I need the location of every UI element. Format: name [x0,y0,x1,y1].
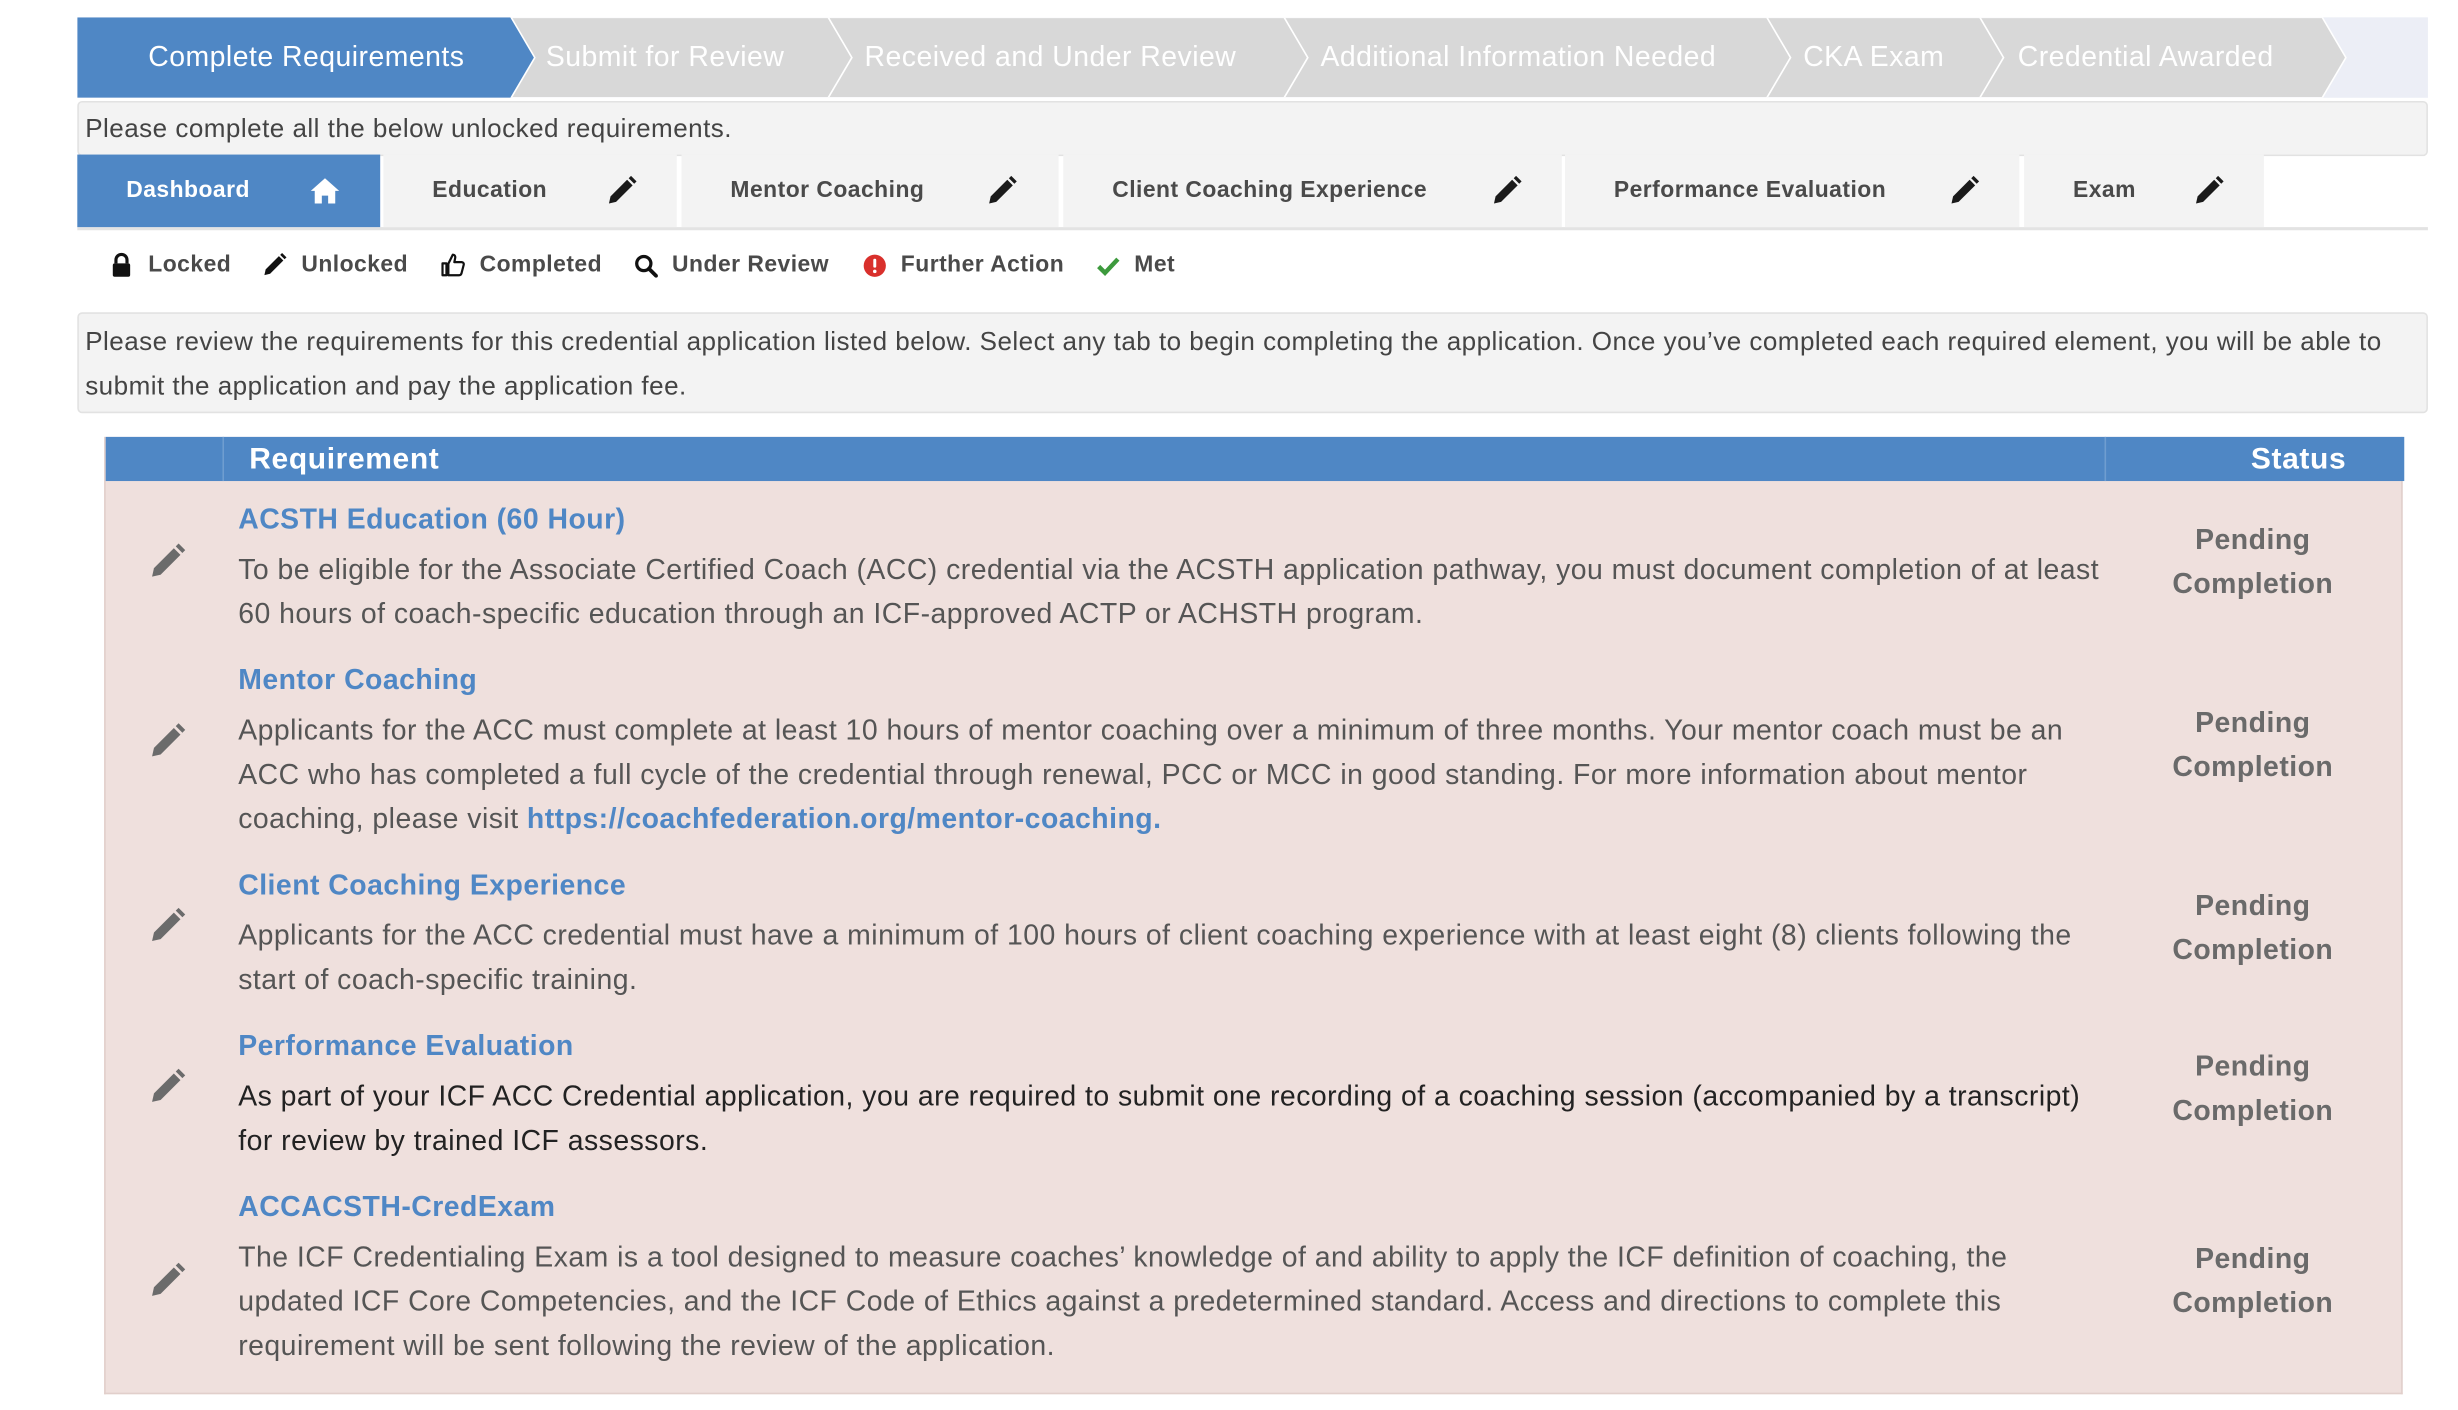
thumbs-up-icon [440,252,465,277]
step-label: Submit for Review [545,41,785,73]
home-icon [309,175,341,207]
legend-label: Unlocked [301,252,409,278]
edit-pencil-icon[interactable] [148,543,186,581]
header-requirement: Requirement [249,443,440,477]
header-divider [2105,437,2107,481]
pencil-icon [1948,175,1980,207]
requirement-title-link[interactable]: Mentor Coaching [238,664,478,696]
step-label: Credential Awarded [2017,41,2274,73]
status-badge [2141,883,2365,971]
requirement-description: Applicants for the ACC credential must have a minimum of 100 hours of client coaching experience with at least eight (8) clients following the start of coach-specific training. [238,919,2072,996]
alert-icon [863,253,887,277]
legend-under-review [634,249,829,281]
header-status: Status [2250,443,2347,477]
header-divider [222,437,224,481]
requirement-description: As part of your ICF ACC Credential application, you are required to submit one recording of a coaching session (accompanied by a transcript) for review by trained ICF assessors. [238,1080,2081,1157]
status-text: Pending [2195,523,2311,556]
progress-steps [77,17,2428,97]
tab-client-coaching-experience[interactable] [1063,155,1562,228]
step-label: CKA Exam [1803,41,1945,73]
legend-label: Completed [479,252,603,278]
edit-pencil-icon[interactable] [148,907,186,945]
checkmark-icon [1096,253,1120,277]
step-label: Additional Information Needed [1320,41,1717,73]
table-row [106,1030,2405,1172]
edit-pencil-icon[interactable] [148,1262,186,1300]
step-label: Received and Under Review [864,41,1237,73]
tab-exam[interactable] [2024,155,2264,228]
edit-pencil-icon[interactable] [148,722,186,760]
tab-label: Exam [2072,178,2136,204]
description-text: Applicants for the ACC must complete at least 10 hours of mentor coaching over a minimum of three months. Your mentor coach must be an ACC who has completed a full cycle of the credential through renewal, PCC or MCC in good standing. For more information about mentor coaching, please visit [238,714,2064,835]
step-cka-exam [1803,17,1944,97]
status-badge [2141,1237,2365,1325]
status-badge [2141,517,2365,605]
requirement-title-link[interactable]: Performance Evaluation [238,1029,574,1062]
lock-icon [109,252,134,277]
step-submit-for-review [546,17,784,97]
step-complete-requirements [148,17,464,97]
legend-further-action [863,249,1064,281]
status-badge [2141,700,2365,788]
table-row [106,664,2405,853]
status-text: Completion [2172,1286,2334,1319]
edit-pencil-icon[interactable] [148,1068,186,1106]
notice-bar [77,101,2428,156]
tab-label: Dashboard [126,178,250,204]
legend-label: Further Action [900,252,1065,278]
tab-mentor-coaching[interactable] [682,155,1059,228]
status-text: Pending [2195,706,2311,739]
intro-text: Please review the requirements for this credential application listed below. Select any tab to begin completing the application. Once you’ve completed each required element, you will be able to submit the application and pay the application fee. [85,328,2382,401]
pencil-icon [2193,175,2225,207]
tab-label: Client Coaching Experience [1112,178,1428,204]
legend-label: Locked [148,252,232,278]
legend-locked [109,249,231,281]
step-credential-awarded [2018,17,2274,97]
tab-education[interactable] [383,155,676,228]
pencil-icon [606,175,638,207]
status-text: Completion [2172,1094,2334,1127]
legend-label: Met [1134,252,1176,278]
table-header [106,437,2405,481]
status-text: Completion [2172,750,2334,783]
legend-unlocked [262,249,408,281]
status-text: Completion [2172,567,2334,600]
search-icon [634,253,658,277]
tab-label: Performance Evaluation [1613,178,1887,204]
intro-box [77,312,2428,413]
status-text: Completion [2172,933,2334,966]
tab-dashboard[interactable] [77,155,380,228]
table-row [106,1191,2405,1380]
requirement-title-link[interactable]: ACCACSTH-CredExam [238,1190,556,1223]
step-additional-info-needed [1320,17,1716,97]
requirement-description: The ICF Credentialing Exam is a tool designed to measure coaches’ knowledge of and ability to apply the ICF definition of coaching, the updated ICF Core Competencies, and the ICF Code of Ethics against a predetermined standard. Access and directions to complete this requirement will be sent following the review of the application. [238,1241,2008,1362]
tab-label: Mentor Coaching [730,178,925,204]
legend-met [1096,249,1175,281]
pencil-icon [1491,175,1523,207]
table-row [106,503,2405,645]
notice-text: Please complete all the below unlocked requirements. [85,115,733,144]
requirement-description: To be eligible for the Associate Certified Coach (ACC) credential via the ACSTH application pathway, you must document completion of at least 60 hours of coach-specific education through an ICF-approved ACTP or ACHSTH program. [238,553,2100,630]
pencil-icon [986,175,1018,207]
requirement-description [238,708,2115,840]
tab-label: Education [432,178,548,204]
status-badge [2141,1044,2365,1132]
status-text: Pending [2195,1242,2311,1275]
legend-completed [440,249,602,281]
status-text: Pending [2195,1050,2311,1082]
step-label: Complete Requirements [148,41,465,73]
tab-performance-evaluation[interactable] [1565,155,2019,228]
requirement-tabs [77,155,2428,231]
pencil-icon [262,252,287,277]
requirement-title-link[interactable]: ACSTH Education (60 Hour) [238,503,626,535]
status-text: Pending [2195,889,2311,922]
requirement-title-link[interactable]: Client Coaching Experience [238,869,627,901]
mentor-coaching-link[interactable]: https://coachfederation.org/mentor-coaching. [526,802,1162,835]
legend-label: Under Review [672,252,830,278]
table-row [106,869,2405,1011]
step-received-under-review [865,17,1237,97]
requirements-table [104,437,2403,1394]
